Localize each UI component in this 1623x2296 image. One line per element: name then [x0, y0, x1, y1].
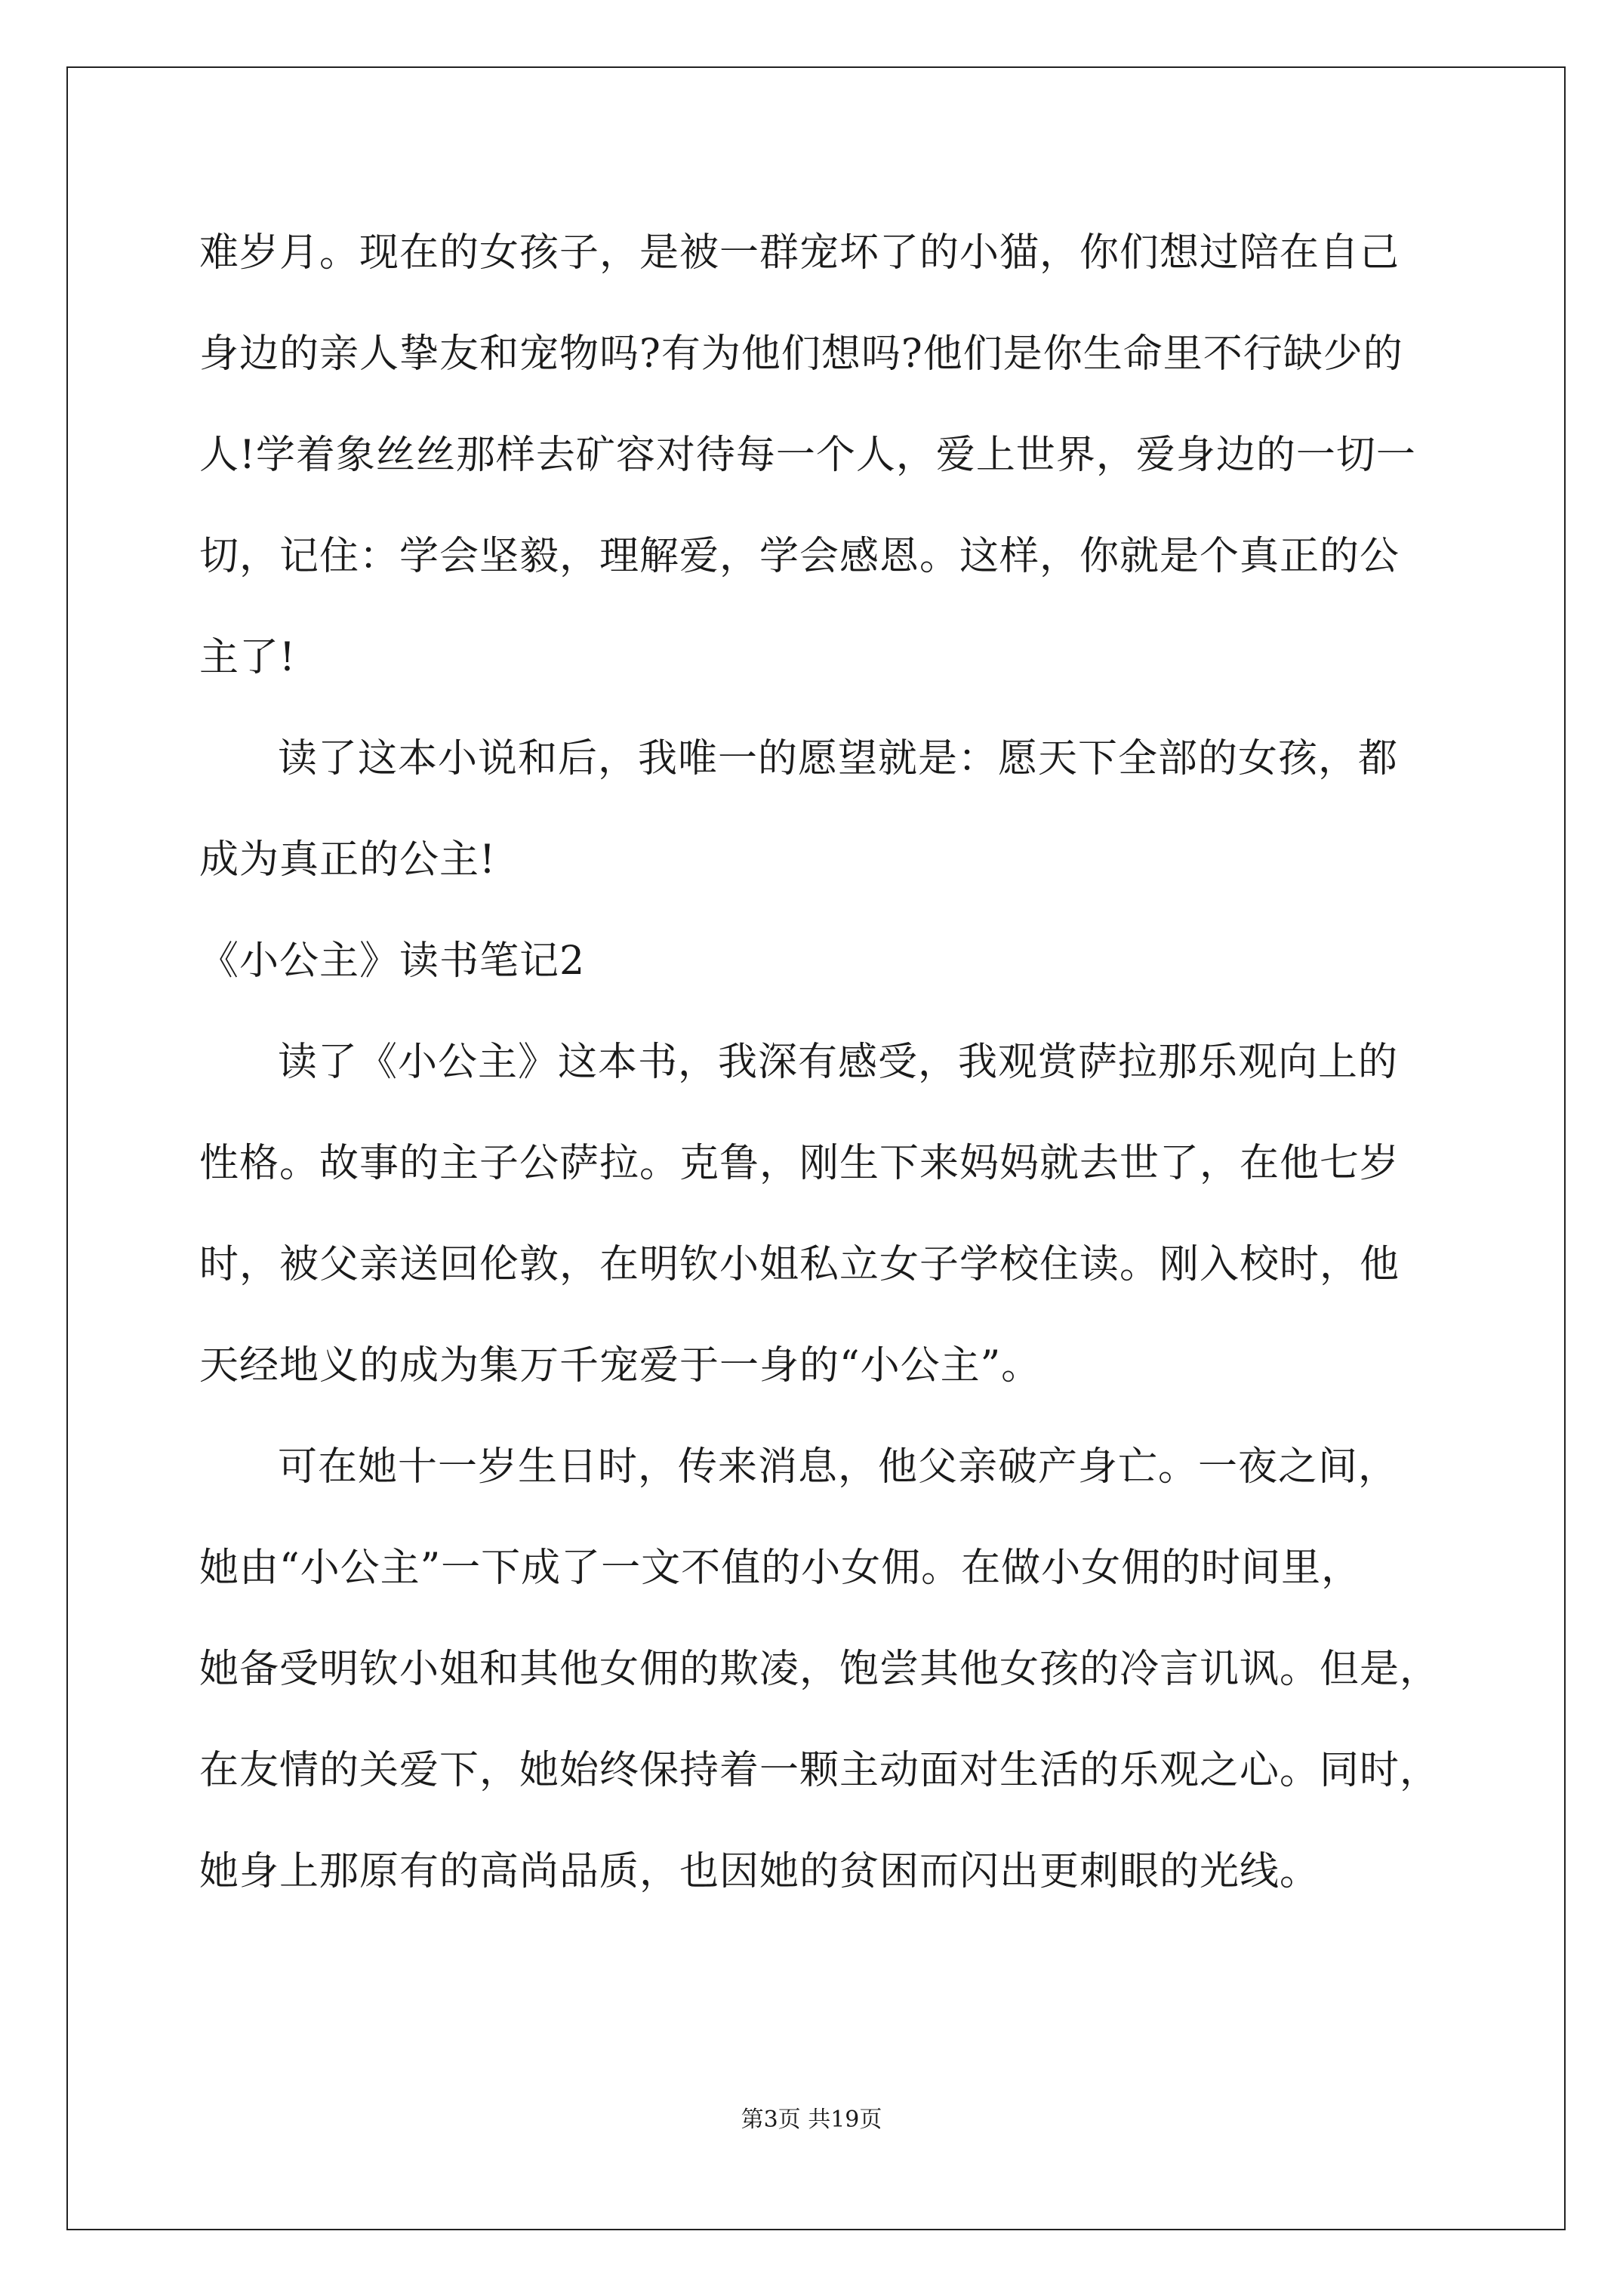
text-line: 在友情的关爱下，她始终保持着一颗主动面对生活的乐观之心。同时， [199, 1748, 1440, 1793]
text-line: 时，被父亲送回伦敦，在明钦小姐私立女子学校住读。刚入校时，他 [199, 1242, 1400, 1287]
text-line: 难岁月。现在的女孩子，是被一群宠坏了的小猫，你们想过陪在自己 [199, 230, 1400, 276]
section-heading: 《小公主》读书笔记2 [199, 938, 586, 984]
text-line: 切，记住：学会坚毅，理解爱，学会感恩。这样，你就是个真正的公 [199, 534, 1400, 579]
text-line: 她身上那原有的高尚品质，也因她的贫困而闪出更刺眼的光线。 [199, 1849, 1320, 1894]
text-line: 天经地义的成为集万千宠爱于一身的“小公主”。 [199, 1343, 1042, 1388]
paragraph-start-line: 读了这本小说和后，我唯一的愿望就是：愿天下全部的女孩，都 [278, 736, 1399, 781]
text-line: 人!学着象丝丝那样去矿容对待每一个人，爱上世界，爱身边的一切一 [199, 433, 1416, 478]
text-line: 身边的亲人挚友和宠物吗?有为他们想吗?他们是你生命里不行缺少的 [199, 331, 1403, 377]
text-line: 主了! [199, 635, 296, 680]
text-line: 性格。故事的主子公萨拉。克鲁，刚生下来妈妈就去世了，在他七岁 [199, 1141, 1400, 1186]
paragraph-start-line: 可在她十一岁生日时，传来消息，他父亲破产身亡。一夜之间， [278, 1444, 1399, 1490]
page-number-footer: 第3页 共19页 [741, 2106, 882, 2133]
text-line: 她由“小公主”一下成了一文不值的小女佣。在做小女佣的时间里， [199, 1546, 1362, 1591]
text-line: 成为真正的公主! [199, 837, 496, 883]
document-body [199, 219, 1452, 1939]
text-line: 她备受明钦小姐和其他女佣的欺凌，饱尝其他女孩的冷言讥讽。但是， [199, 1647, 1440, 1692]
paragraph-start-line: 读了《小公主》这本书，我深有感受，我观赏萨拉那乐观向上的 [278, 1040, 1399, 1085]
